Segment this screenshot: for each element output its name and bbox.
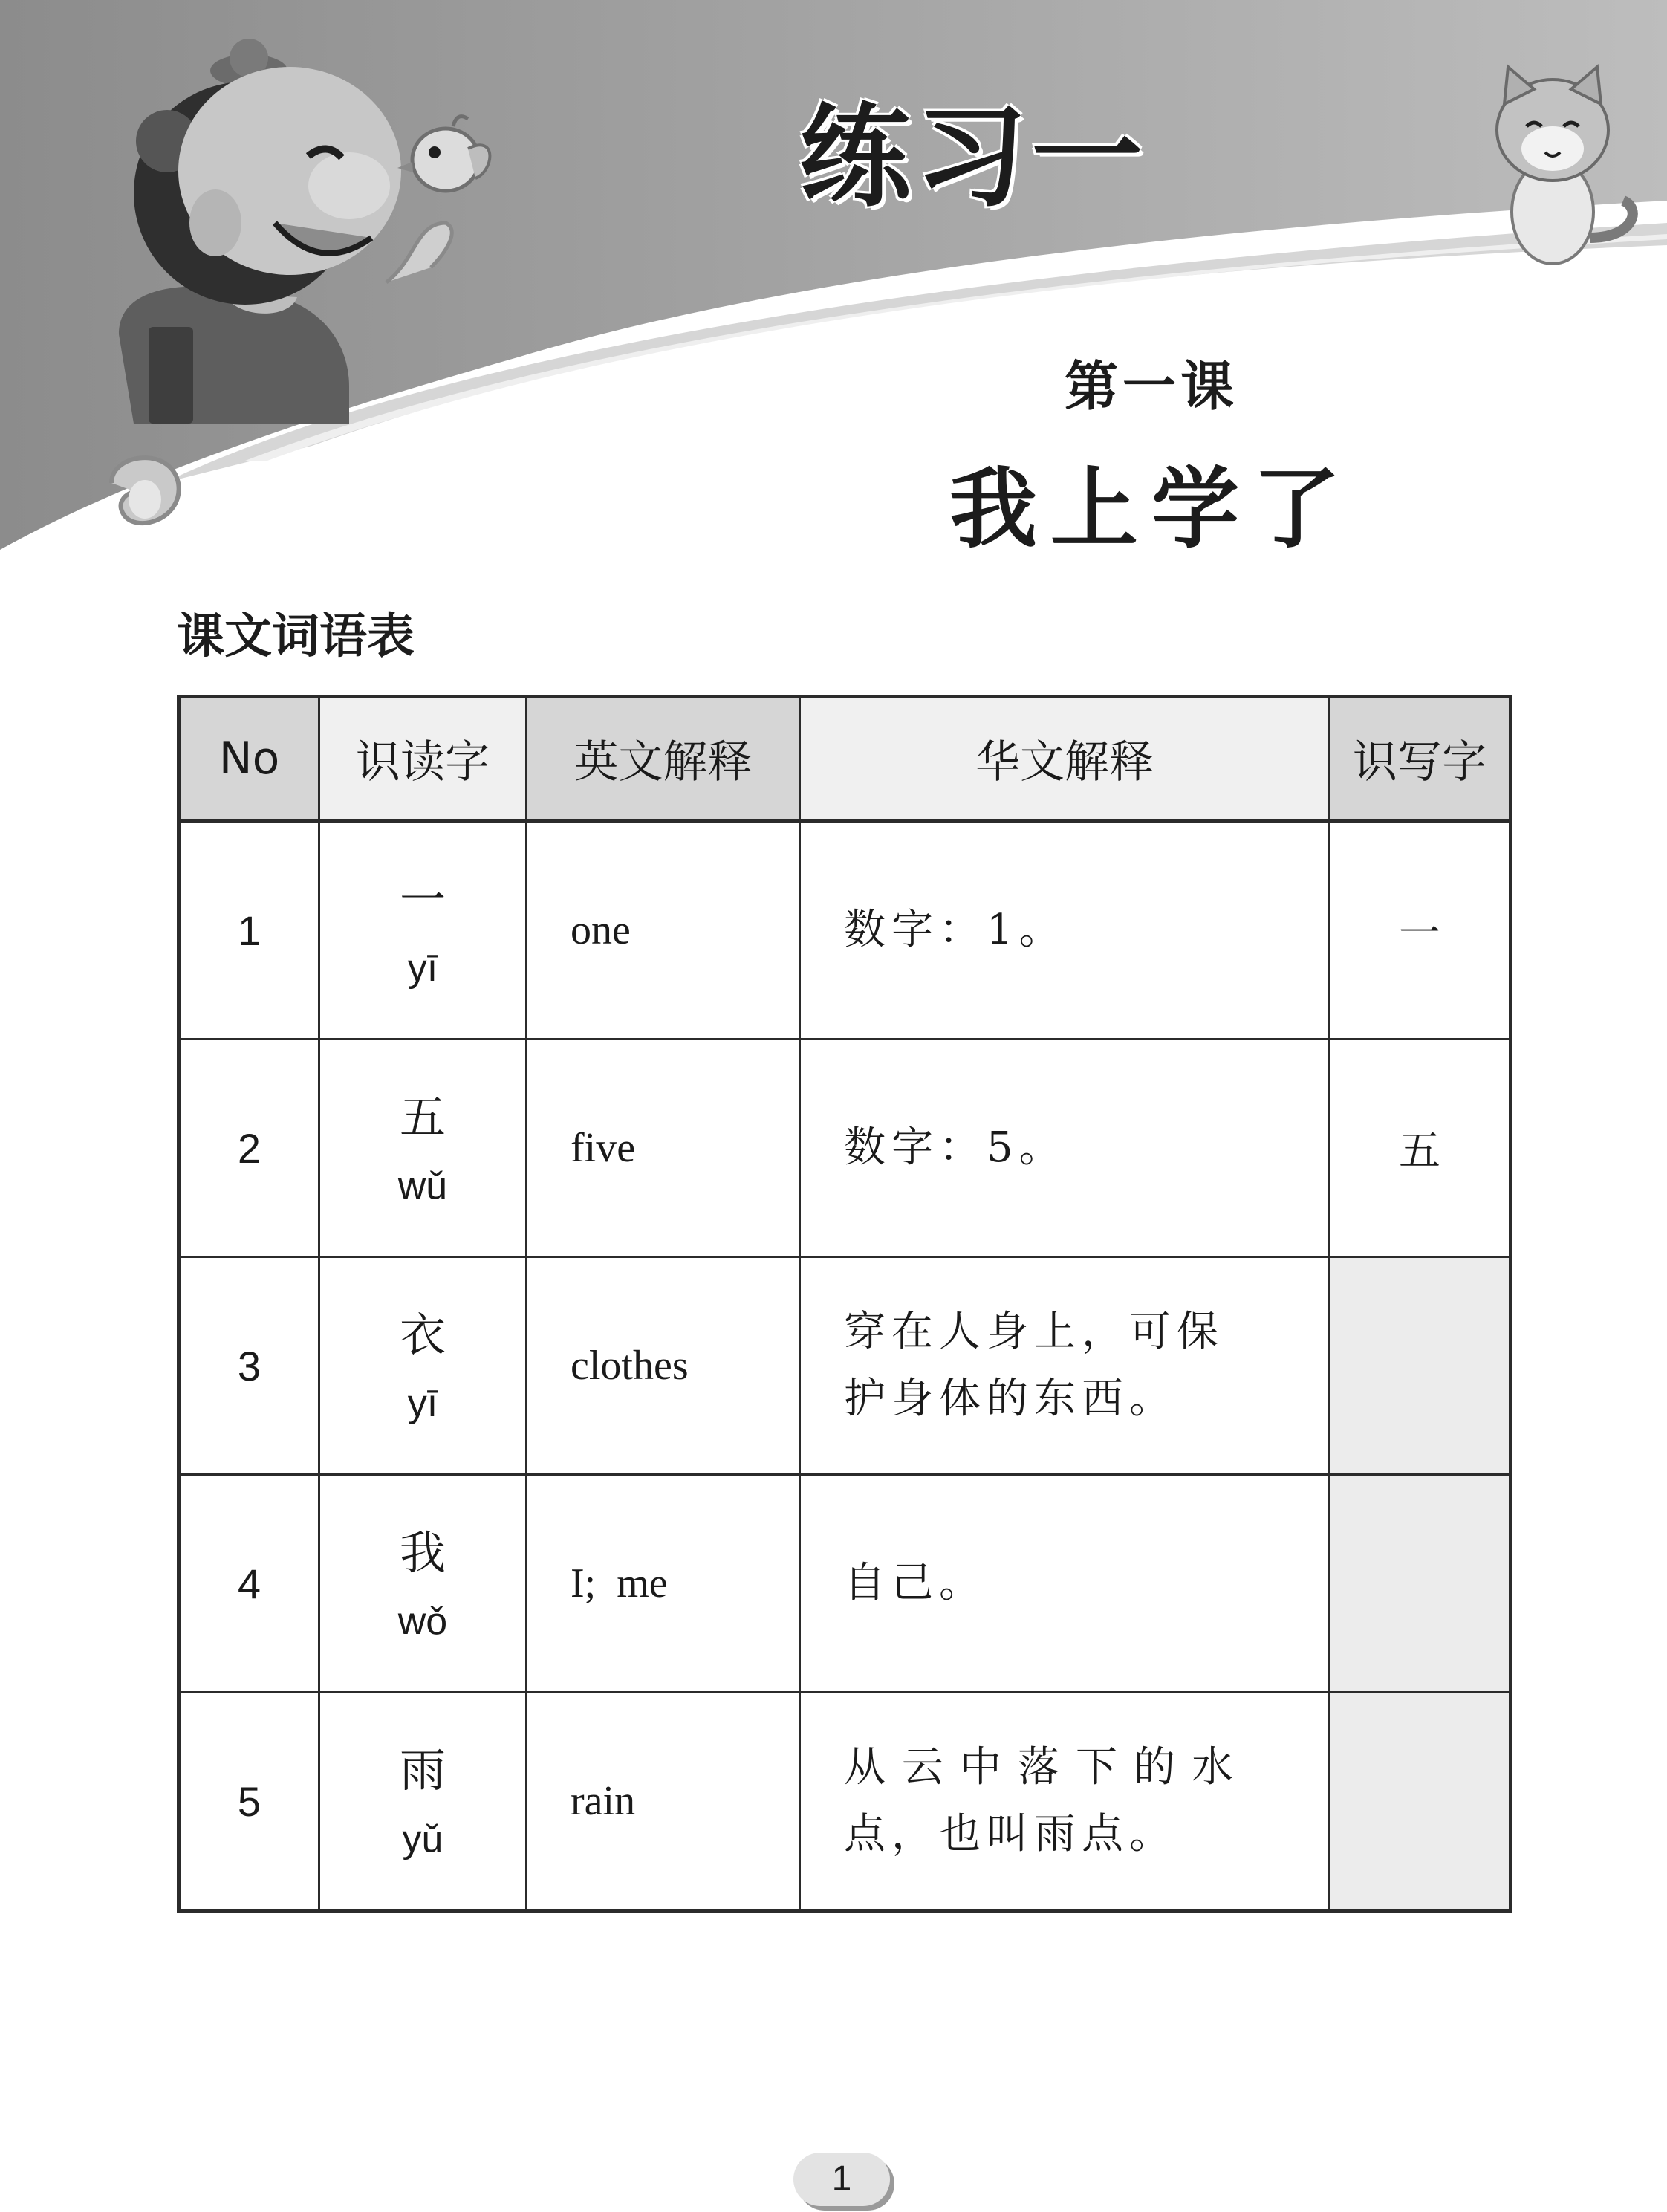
- pinyin: wǒ: [397, 1600, 448, 1644]
- row-number: 4: [179, 1475, 319, 1693]
- page-number: 1: [793, 2153, 890, 2206]
- chinese-meaning-line: 穿在人身上，可保: [844, 1308, 1224, 1357]
- chinese-meaning: [800, 1039, 1330, 1257]
- hanzi: 我: [399, 1525, 446, 1580]
- pinyin: yī: [407, 1382, 438, 1426]
- english-meaning: I; me: [527, 1475, 800, 1693]
- writing-char-cell: 一: [1330, 821, 1511, 1039]
- writing-char-cell: 五: [1330, 1039, 1511, 1257]
- header-english: 英文解释: [527, 697, 800, 821]
- pinyin: yǔ: [402, 1817, 443, 1861]
- reading-char-cell: [319, 821, 527, 1039]
- chinese-meaning-line: 护身体的东西。: [844, 1375, 1177, 1423]
- hanzi: 雨: [399, 1742, 446, 1797]
- reading-char-cell: [319, 1475, 527, 1693]
- reading-char-cell: [319, 1039, 527, 1257]
- chinese-meaning-line: 从云中落下的水: [844, 1743, 1250, 1792]
- lesson-label: 第一课: [1064, 355, 1238, 418]
- hanzi: 衣: [399, 1307, 446, 1362]
- row-number: 2: [179, 1039, 319, 1257]
- chinese-meaning: [800, 821, 1330, 1039]
- header-chinese: 华文解释: [800, 697, 1330, 821]
- english-meaning: one: [527, 821, 800, 1039]
- table-row: [179, 1257, 1511, 1475]
- table-row: [179, 1693, 1511, 1911]
- row-number: 1: [179, 821, 319, 1039]
- chinese-meaning: [800, 1257, 1330, 1475]
- row-number: 5: [179, 1693, 319, 1911]
- hanzi: 一: [399, 872, 446, 927]
- table-row: [179, 821, 1511, 1039]
- section-heading: 课文词语表: [177, 609, 415, 664]
- writing-char-cell: [1330, 1257, 1511, 1475]
- chinese-meaning: [800, 1693, 1330, 1911]
- pinyin: wǔ: [397, 1164, 448, 1208]
- table-row: [179, 1039, 1511, 1257]
- chinese-meaning-line: 自己。: [844, 1559, 987, 1608]
- lesson-title: 我上学了: [949, 458, 1354, 560]
- table-row: [179, 1475, 1511, 1693]
- exercise-title: 练习一: [799, 93, 1147, 222]
- header-writing-char: 识写字: [1330, 697, 1511, 821]
- header-no: No: [179, 697, 319, 821]
- writing-char-cell: [1330, 1693, 1511, 1911]
- reading-char-cell: [319, 1693, 527, 1911]
- writing-char-cell: [1330, 1475, 1511, 1693]
- reading-char-cell: [319, 1257, 527, 1475]
- pinyin: yī: [407, 947, 438, 990]
- table-header-row: [179, 697, 1511, 821]
- chinese-meaning-line: 点，也叫雨点。: [844, 1810, 1177, 1858]
- header-reading-char: 识读字: [319, 697, 527, 821]
- english-meaning: rain: [527, 1693, 800, 1911]
- chinese-meaning-line: 数字：5。: [844, 1123, 1067, 1173]
- english-meaning: clothes: [527, 1257, 800, 1475]
- english-meaning: five: [527, 1039, 800, 1257]
- row-number: 3: [179, 1257, 319, 1475]
- chinese-meaning: [800, 1475, 1330, 1693]
- vocabulary-table: [177, 695, 1512, 1913]
- hanzi: 五: [399, 1089, 446, 1144]
- chinese-meaning-line: 数字：1。: [844, 906, 1067, 955]
